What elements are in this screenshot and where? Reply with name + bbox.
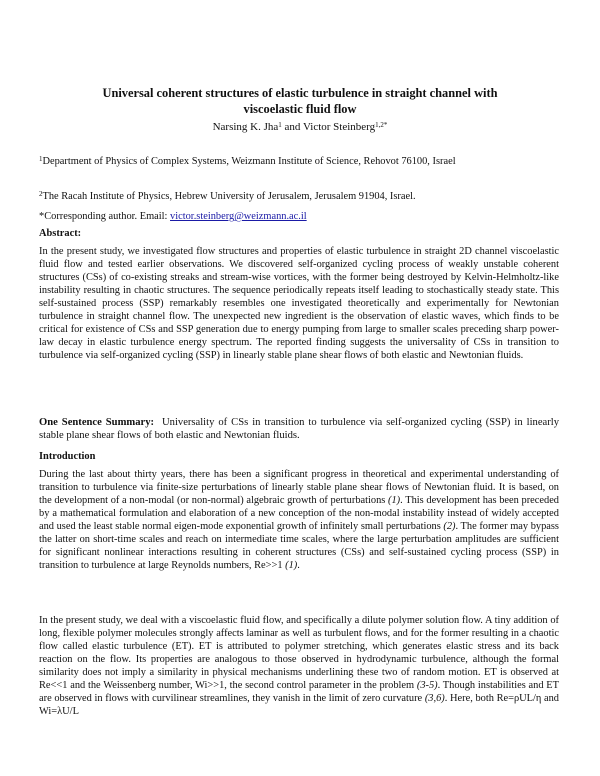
abstract-text: In the present study, we investigated flow structures and properties of elastic turbulence in straight 2D channel viscoelastic fluid flow and tested earlier observations. We discovered self-organized cycling process of weakly unstable coherent structures (CSs) of co-existing streaks and stream-wise vortices, with the former being destroyed by Kelvin-Helmholtz-like instability resulting in chaotic structures. The sequence periodically repeats itself leading to stochastically steady state. This self-sustained process (SSP) remarkably resembles one investigated theoretically and experimentally for Newtonian turbulence in straight channel flow. The unexpected new ingredient is the observation of elastic waves, which finds to be critical for existence of CSs and SSP generation due to energy pumping from large to smaller scales preceding sharp power-law decay in elastic turbulence energy spectrum. The reported finding suggests the universality of CSs in transition to turbulence via self-organized cycling (SSP) in linearly stable plane shear flows of both elastic and Newtonian fluids. bbox=[39, 246, 559, 362]
citation-3: (1) bbox=[285, 560, 298, 572]
citation-2: (2) bbox=[443, 521, 456, 533]
affiliation-1 bbox=[39, 155, 524, 168]
author-1: Narsing K. Jha bbox=[212, 121, 279, 133]
intro-p1-text-d: . bbox=[297, 560, 300, 572]
intro-p2-text-c: . Here, both Re=ρUL/η and Wi=λU/L bbox=[39, 693, 559, 718]
abstract-heading bbox=[39, 227, 559, 240]
citation-5: (3,6) bbox=[424, 693, 445, 705]
introduction-title: Introduction bbox=[39, 451, 96, 462]
title-line-2: viscoelastic fluid flow bbox=[243, 101, 357, 116]
affiliation-1-mark: 1 bbox=[39, 155, 43, 163]
email-link[interactable]: victor.steinberg@weizmann.ac.il bbox=[170, 211, 307, 222]
intro-p1-text-b: . This development has been preceded by a mathematical formulation and elaboration of a new conception of the non-modal instability instead of widely accepted and used the least stable normal eigen-mode exponential growth of infinitely small perturbations bbox=[39, 495, 559, 533]
citation-4: (3-5) bbox=[416, 680, 438, 692]
author-separator: and bbox=[284, 121, 301, 133]
affiliation-2-mark: 2 bbox=[39, 190, 43, 198]
correspondence bbox=[39, 210, 559, 223]
citation-1: (1) bbox=[388, 495, 401, 507]
title-line-1: Universal coherent structures of elastic turbulence in straight channel with bbox=[102, 86, 498, 100]
one-sentence-summary bbox=[39, 416, 559, 442]
author-1-affiliation-mark: 1 bbox=[278, 121, 282, 129]
author-2-affiliation-mark: 1,2* bbox=[375, 121, 388, 129]
intro-p1-text-a: During the last about thirty years, there has been a significant progress in theoretical and experimental understanding of transition to turbulence via finite-size perturbations of linearly stable plane shear flows of Newtonian fluid. It is based, on the development of a non-modal (or non-normal) algebraic growth of perturbations bbox=[39, 469, 559, 507]
summary-text: Universality of CSs in transition to turbulence via self-organized cycling (SSP) in linearly stable plane shear flows of both elastic and Newtonian fluids. bbox=[39, 417, 559, 442]
paper-title bbox=[60, 86, 540, 117]
correspondence-label: *Corresponding author. Email: bbox=[39, 211, 168, 222]
affiliation-1-text: Department of Physics of Complex Systems, Weizmann Institute of Science, Rehovot 76100, Israel bbox=[42, 156, 456, 167]
author-line bbox=[60, 121, 540, 134]
introduction-paragraph-2 bbox=[39, 614, 559, 718]
introduction-paragraph-1 bbox=[39, 468, 559, 572]
intro-p1-text-c: . The former may bypass the latter on short-time scales and reach on intermediate time scales, where the large perturbation amplitudes are sufficient for significant nonlinear interactions resulting in coherent structures (CSs) and self-sustained cycling process (SSP) in transition to turbulence at large Reynolds numbers, Re>>1 bbox=[39, 521, 559, 572]
introduction-heading bbox=[39, 450, 559, 463]
abstract-body bbox=[39, 245, 559, 362]
affiliation-2 bbox=[39, 190, 559, 203]
summary-heading: One Sentence Summary: bbox=[39, 417, 155, 428]
intro-p2-text-b: . Though instabilities and ET are observed in flows with curvilinear streamlines, they vanish in the limit of zero curvature bbox=[39, 680, 559, 705]
author-2: Victor Steinberg bbox=[302, 121, 376, 133]
affiliation-2-text: The Racah Institute of Physics, Hebrew University of Jerusalem, Jerusalem 91904, Israel. bbox=[42, 191, 416, 202]
abstract-title: Abstract: bbox=[39, 228, 82, 239]
intro-p2-text-a: In the present study, we deal with a viscoelastic fluid flow, and specifically a dilute polymer solution flow. A tiny addition of long, flexible polymer molecules strongly affects laminar as well as turbulent flows, and for the former resulting in a chaotic flow called elastic turbulence (ET). ET is attributed to polymer stretching, which generates elastic stress and its back reaction on the flow. Its properties are analogous to those observed in hydrodynamic turbulence, although the formal similarity does not imply a similarity in physical mechanisms underlining these two of random motion. ET is observed at Re<<1 and the Weissenberg number, Wi>>1, the second control parameter in the problem bbox=[39, 615, 559, 692]
